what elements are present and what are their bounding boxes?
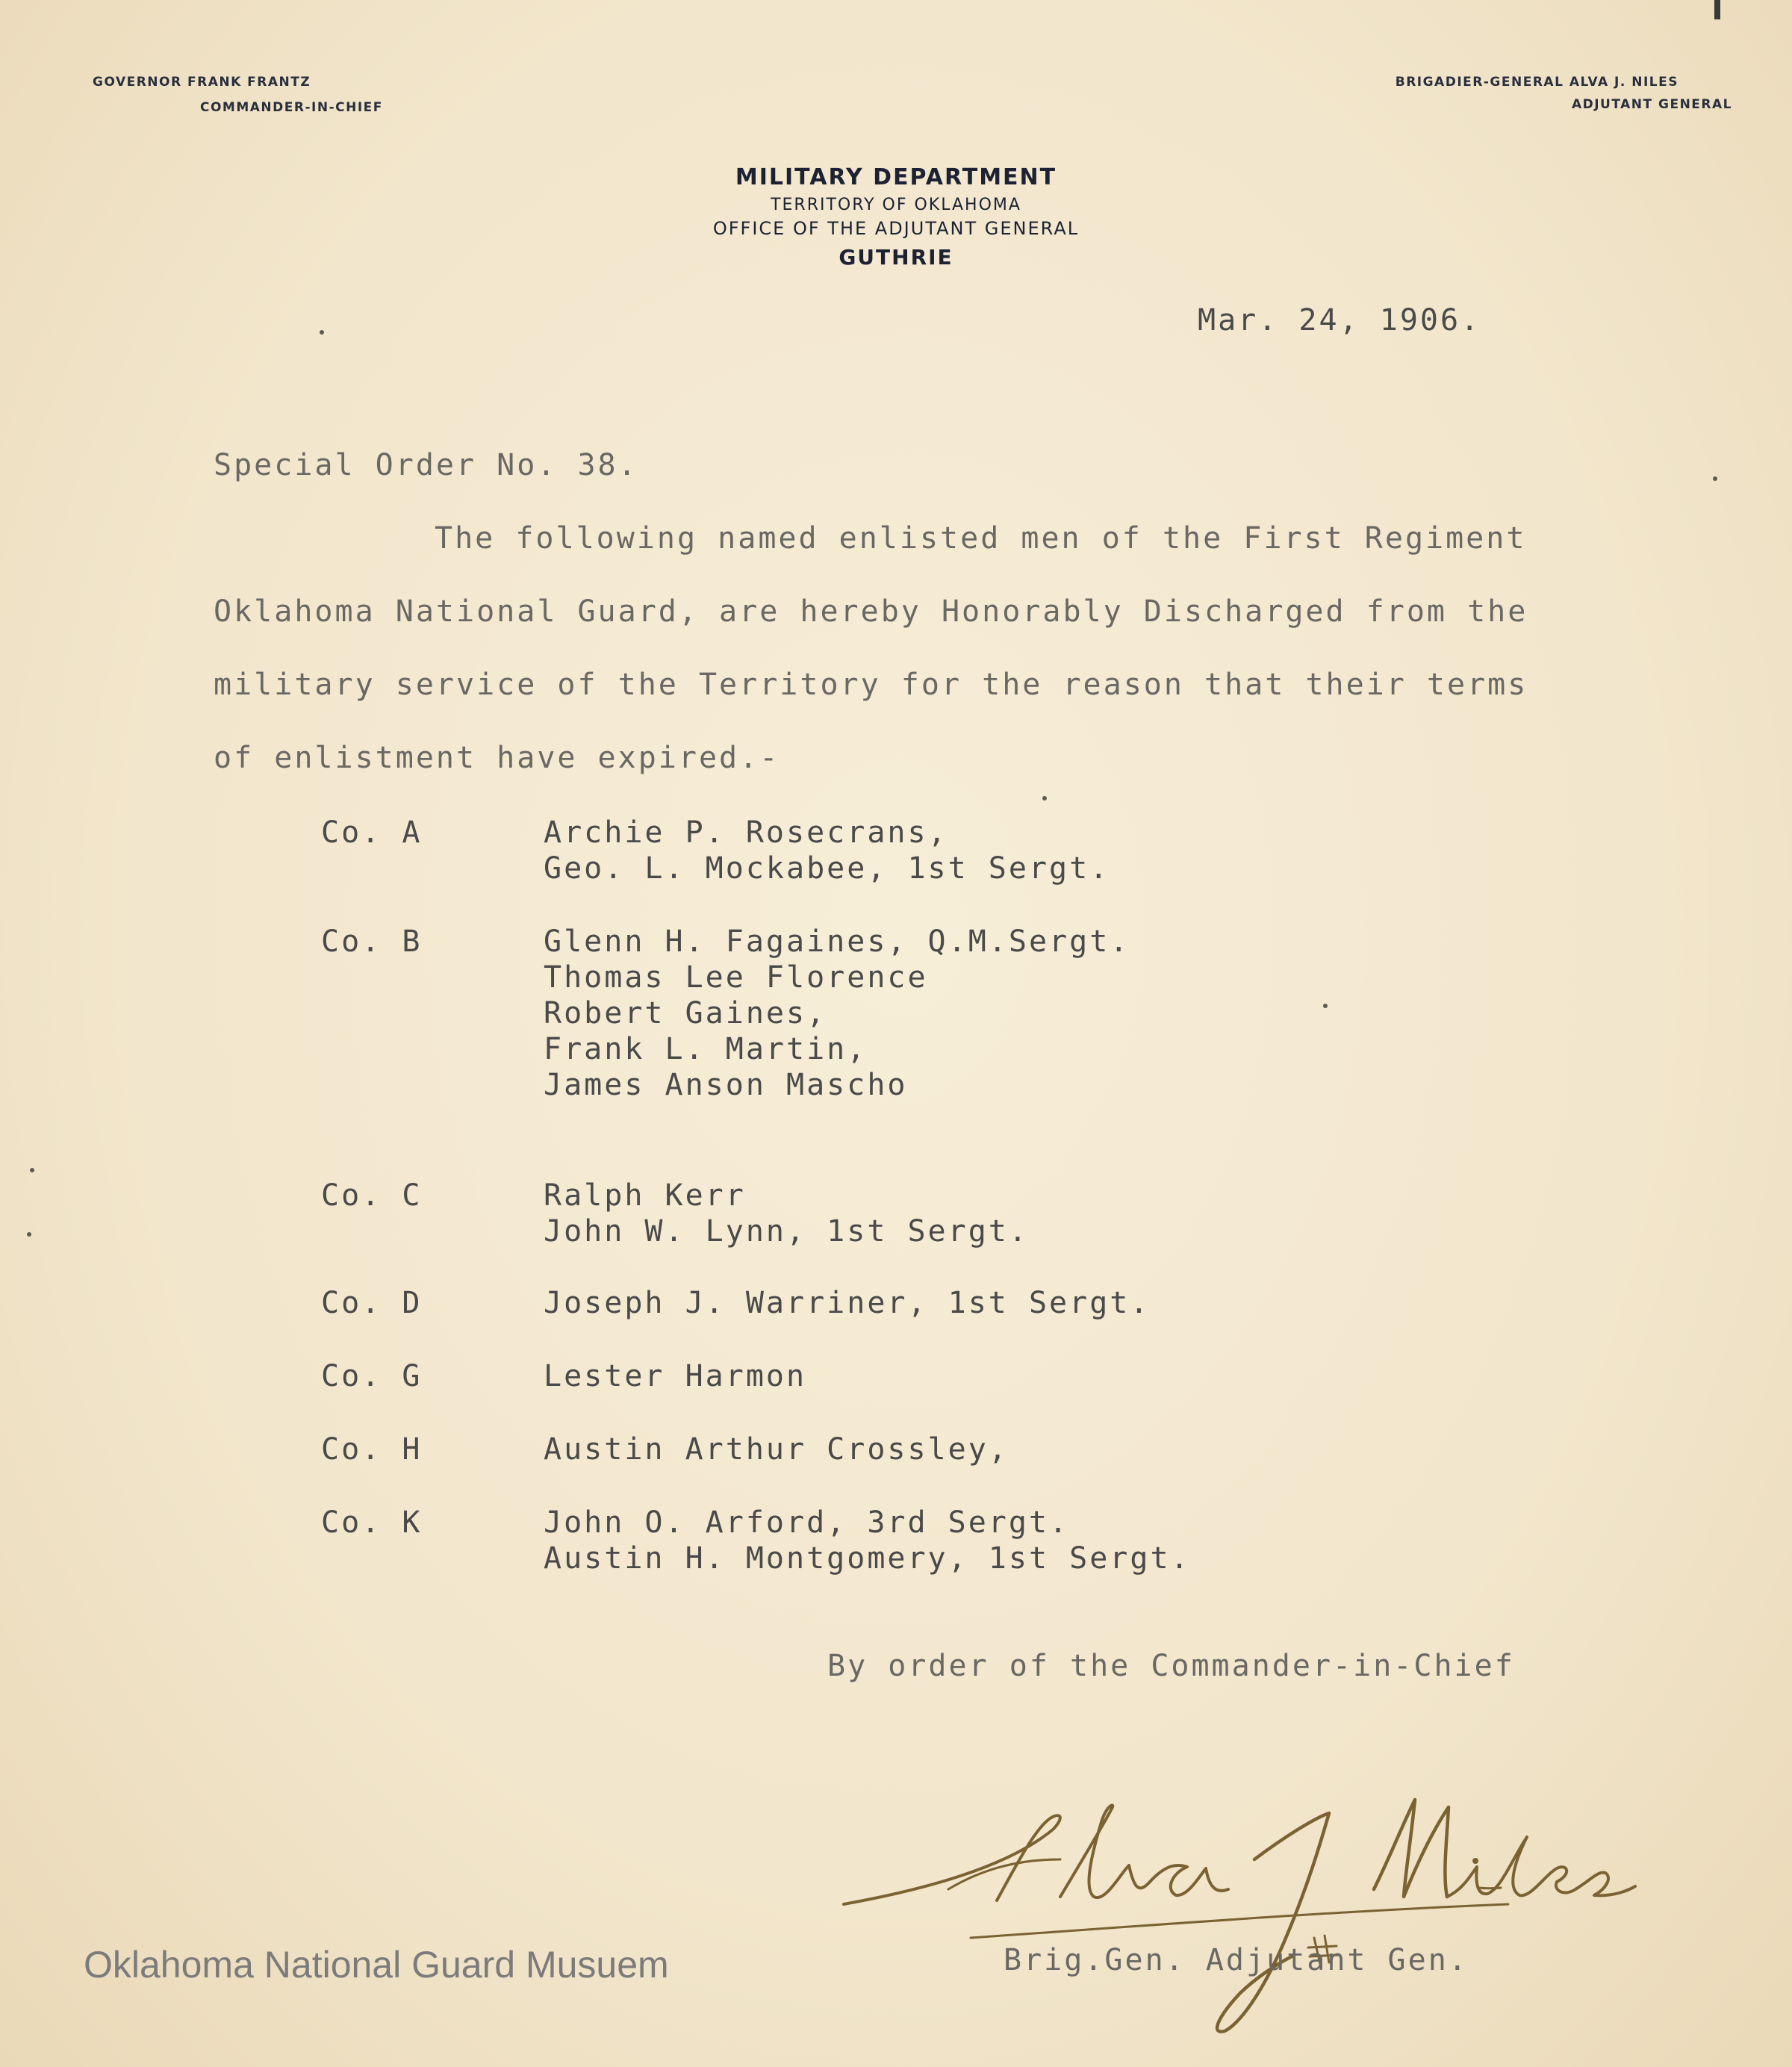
body-line: of enlistment have expired.- <box>214 741 780 775</box>
signature-title: Brig.Gen. Adjutant Gen. <box>1004 1943 1469 1977</box>
company-label: Co. B <box>321 924 423 959</box>
body-line: military service of the Territory for the reason that their terms <box>214 668 1528 702</box>
letterhead-adjutant-title: ADJUTANT GENERAL <box>1571 97 1732 112</box>
letterhead-territory: TERRITORY OF OKLAHOMA <box>771 196 1021 214</box>
company-label: Co. A <box>321 815 423 850</box>
letterhead-city: GUTHRIE <box>839 245 953 270</box>
company-label: Co. K <box>321 1505 423 1540</box>
enlisted-name: Frank L. Martin, <box>544 1032 868 1066</box>
enlisted-name: Lester Harmon <box>544 1359 807 1393</box>
enlisted-name: John W. Lynn, 1st Sergt. <box>544 1214 1029 1249</box>
enlisted-name: Austin H. Montgomery, 1st Sergt. <box>544 1541 1191 1576</box>
paper-speck <box>1713 476 1717 481</box>
letterhead-department: MILITARY DEPARTMENT <box>735 164 1057 190</box>
paper-speck <box>1323 1004 1328 1008</box>
enlisted-name: Robert Gaines, <box>544 996 827 1031</box>
company-label: Co. D <box>321 1286 423 1320</box>
letter-date: Mar. 24, 1906. <box>1198 303 1481 338</box>
body-line: The following named enlisted men of the First Regiment <box>435 521 1527 556</box>
paper-speck <box>320 330 324 335</box>
enlisted-name: Austin Arthur Crossley, <box>544 1432 1009 1467</box>
company-label: Co. H <box>321 1432 423 1467</box>
letterhead-office: OFFICE OF THE ADJUTANT GENERAL <box>712 218 1080 239</box>
order-title: Special Order No. 38. <box>214 448 638 482</box>
paper-speck <box>30 1168 34 1172</box>
enlisted-name: Ralph Kerr <box>544 1178 746 1213</box>
enlisted-name: Thomas Lee Florence <box>544 960 928 995</box>
paper-speck <box>27 1232 31 1237</box>
corner-mark <box>1714 0 1720 19</box>
company-label: Co. C <box>321 1178 423 1213</box>
enlisted-name: John O. Arford, 3rd Sergt. <box>544 1505 1070 1540</box>
enlisted-name: Glenn H. Fagaines, Q.M.Sergt. <box>544 924 1130 959</box>
closing-line: By order of the Commander-in-Chief <box>827 1649 1515 1683</box>
paper-speck <box>1042 796 1047 801</box>
letterhead-governor: GOVERNOR FRANK FRANTZ <box>93 75 311 90</box>
letterhead-adjutant: BRIGADIER-GENERAL ALVA J. NILES <box>1395 75 1679 90</box>
museum-watermark: Oklahoma National Guard Musuem <box>84 1944 669 1986</box>
signature-alva-j-niles <box>836 1777 1643 2046</box>
enlisted-name: Joseph J. Warriner, 1st Sergt. <box>544 1286 1151 1320</box>
enlisted-name: Geo. L. Mockabee, 1st Sergt. <box>544 851 1110 886</box>
letterhead-governor-title: COMMANDER-IN-CHIEF <box>200 100 383 115</box>
body-line: Oklahoma National Guard, are hereby Honorably Discharged from the <box>214 594 1528 629</box>
enlisted-name: James Anson Mascho <box>544 1068 908 1102</box>
company-label: Co. G <box>321 1359 423 1393</box>
enlisted-name: Archie P. Rosecrans, <box>544 815 948 850</box>
